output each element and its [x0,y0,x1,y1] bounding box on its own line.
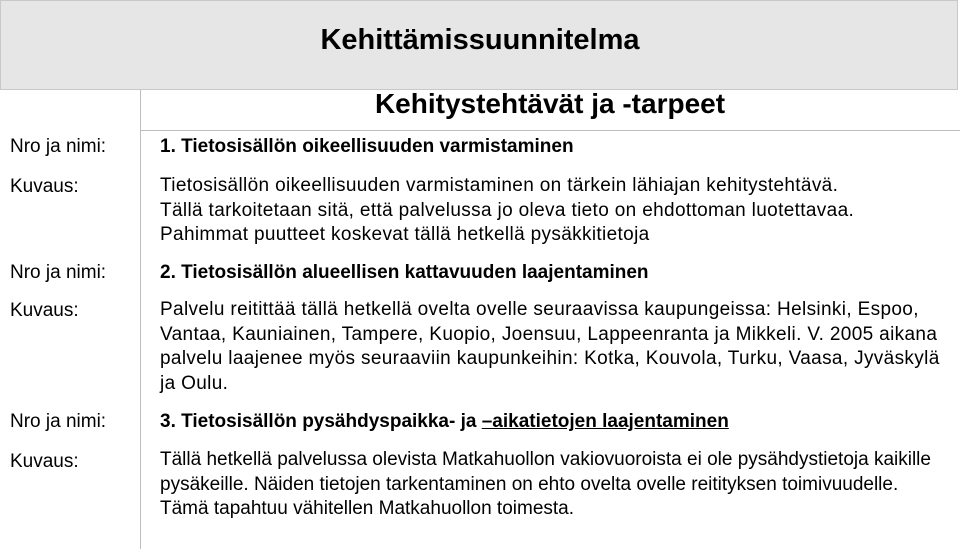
item-1-number-label: Nro ja nimi: [10,136,107,157]
item-3-description: Tällä hetkellä palvelussa olevista Matkahuollon vakiovuoroista ei ole pysähdystietoja kaikille pysäkeille. Näiden tietojen tarkentaminen on ehto ovelta ovelle reitityksen toimivuudelle. Tämä tapahtuu vähitellen Matkahuollon toimesta. [160,449,931,519]
item-2-description-label: Kuvaus: [10,300,79,321]
item-3-description-label: Kuvaus: [10,451,79,472]
item-1-heading: 1. Tietosisällön oikeellisuuden varmistaminen [160,136,574,157]
section-title: Kehitystehtävät ja -tarpeet [374,88,726,119]
item-2-number-label: Nro ja nimi: [10,262,107,283]
section-header [140,88,960,131]
item-3-number-label: Nro ja nimi: [10,411,107,432]
item-2-heading: 2. Tietosisällön alueellisen kattavuuden laajentaminen [160,262,649,283]
item-3-heading-prefix: 3. Tietosisällön pysähdyspaikka- ja [160,411,482,432]
item-2-description: Palvelu reitittää tällä hetkellä ovelta ovelle seuraavissa kaupungeissa: Helsinki, Espoo, Vantaa, Kauniainen, Tampere, Kuopio, Joensuu, Lappeenranta ja Mikkeli. V. 2005 aikana palvelu laajenee myös seuraaviin kaupunkeihin: Kotka, Kouvola, Turku, Vaasa, Jyväskylä ja Oulu. [160,299,940,394]
document-title [0,24,960,57]
column-divider [140,90,141,549]
item-3-heading-underlined: –aikatietojen laajentaminen [481,411,729,432]
item-1-description: Tietosisällön oikeellisuuden varmistaminen on tärkein lähiajan kehitystehtävä. Tällä tarkoitetaan sitä, että palvelussa jo oleva tieto on ehdottoman luotettavaa. Pahimmat puutteet koskevat tällä hetkellä pysäkkitietoja [160,175,855,245]
document-title-text: Kehittämissuunnitelma [320,24,640,56]
item-1-description-label: Kuvaus: [10,176,79,197]
item-3-heading [160,411,729,433]
